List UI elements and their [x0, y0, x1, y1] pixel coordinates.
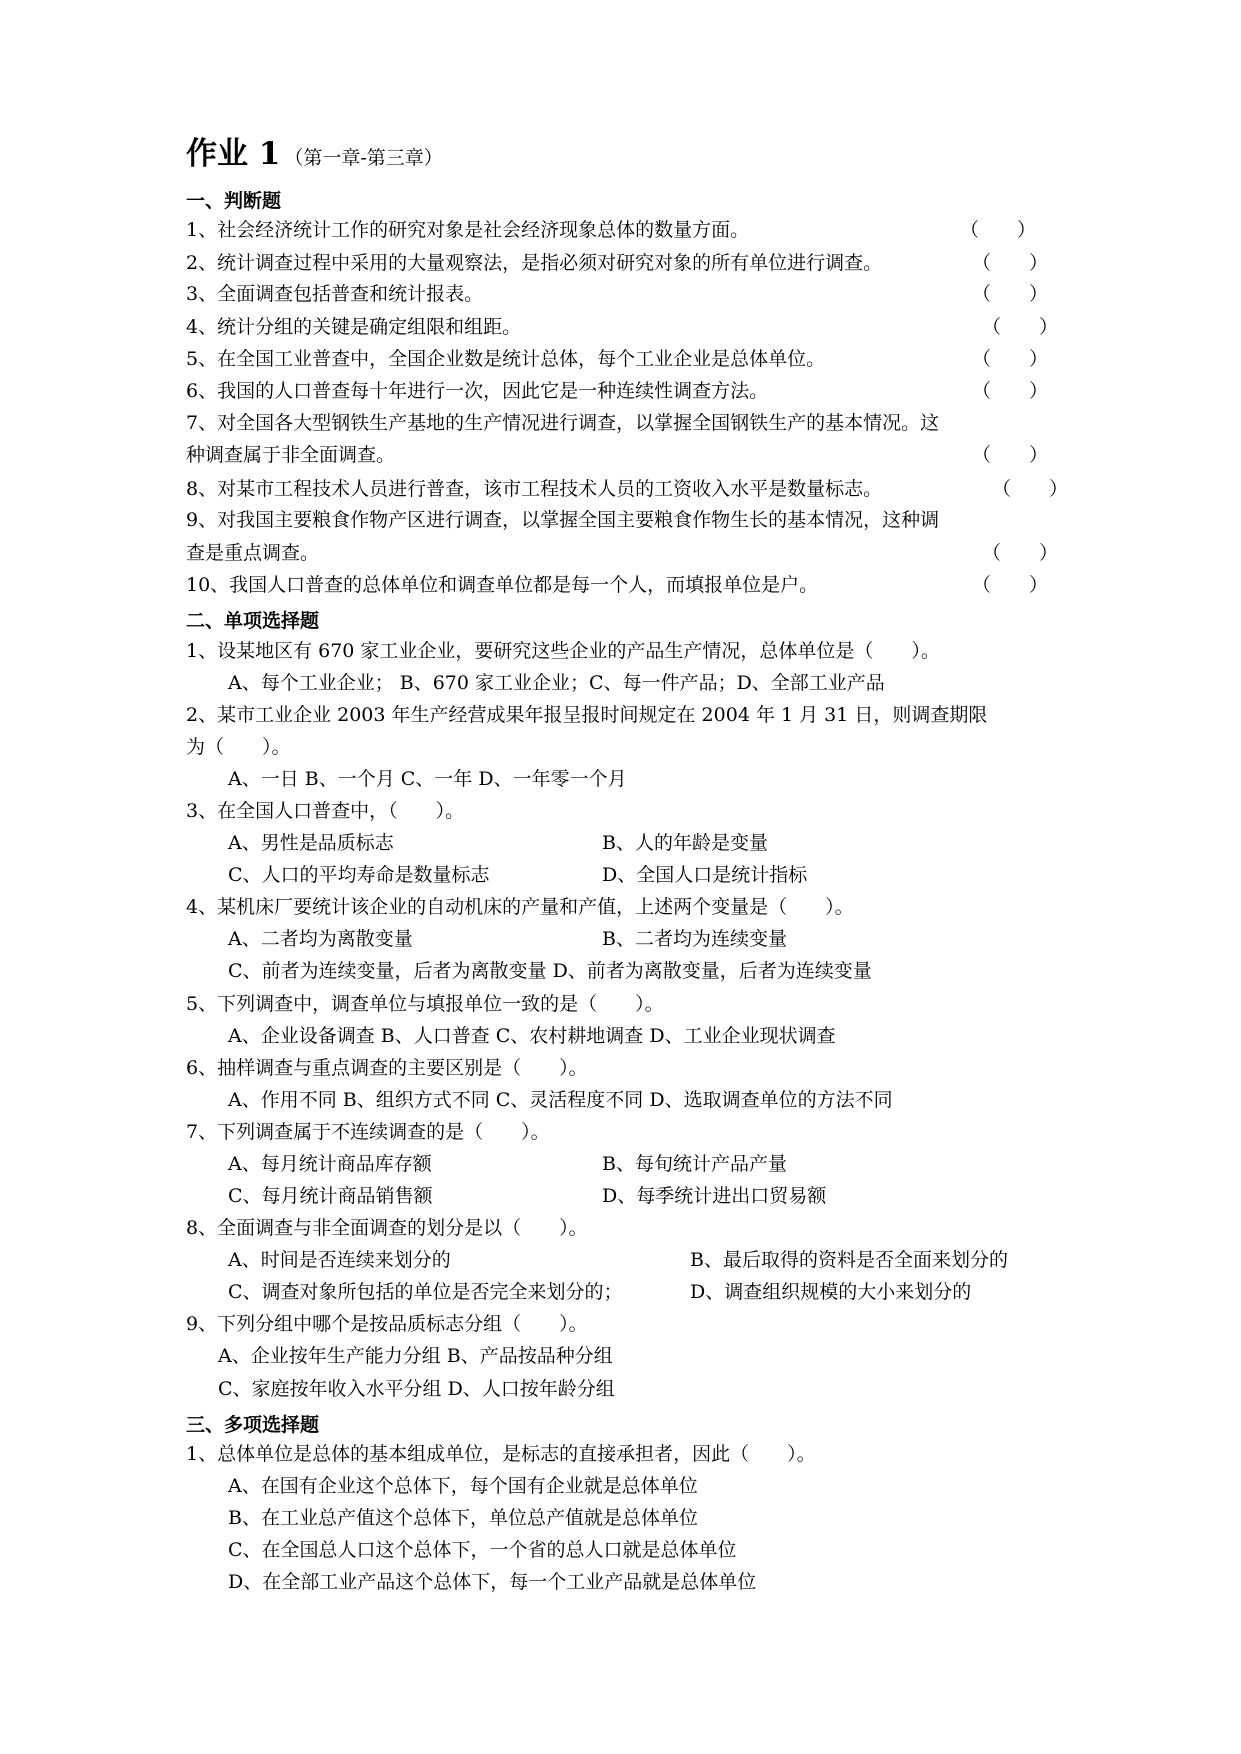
title-main: 作业 1: [186, 136, 281, 172]
single-choice-q4: 4、某机床厂要统计该企业的自动机床的产量和产值，上述两个变量是（ ）。: [186, 896, 854, 918]
q3-option-d: D、全国人口是统计指标: [602, 864, 808, 886]
judgment-item-6: 6、我国的人口普查每十年进行一次，因此它是一种连续性调查方法。: [186, 380, 769, 402]
answer-blank: （ ）: [972, 444, 1049, 466]
answer-blank: （ ）: [972, 283, 1049, 305]
judgment-item-7-cont: 种调查属于非全面调查。: [186, 444, 396, 466]
single-choice-q8: 8、全面调查与非全面调查的划分是以（ ）。: [186, 1217, 588, 1239]
section-heading-judgment: 一、判断题: [186, 190, 282, 212]
answer-blank: （ ）: [960, 219, 1037, 241]
title-sub: （第一章-第三章）: [284, 147, 443, 169]
answer-blank: （ ）: [972, 380, 1049, 402]
single-choice-q1: 1、设某地区有 670 家工业企业，要研究这些企业的产品生产情况，总体单位是（ ）。: [186, 640, 940, 662]
answer-blank: （ ）: [982, 542, 1059, 564]
answer-blank: （ ）: [972, 252, 1049, 274]
q6-options: A、作用不同 B、组织方式不同 C、灵活程度不同 D、选取调查单位的方法不同: [228, 1089, 893, 1111]
single-choice-q2-cont: 为（ ）。: [186, 736, 291, 758]
q7-option-a: A、每月统计商品库存额: [228, 1153, 432, 1175]
judgment-item-5: 5、在全国工业普查中，全国企业数是统计总体，每个工业企业是总体单位。: [186, 348, 826, 370]
q8-option-a: A、时间是否连续来划分的: [228, 1249, 451, 1271]
q9-options-cd: C、家庭按年收入水平分组 D、人口按年龄分组: [218, 1378, 615, 1400]
q5-options: A、企业设备调查 B、人口普查 C、农村耕地调查 D、工业企业现状调查: [228, 1025, 836, 1047]
section-heading-single-choice: 二、单项选择题: [186, 610, 320, 632]
multi-q1-option-b: B、在工业总产值这个总体下，单位总产值就是总体单位: [228, 1507, 698, 1529]
q8-option-d: D、调查组织规模的大小来划分的: [690, 1281, 972, 1303]
section-heading-multi-choice: 三、多项选择题: [186, 1414, 320, 1436]
answer-blank: （ ）: [992, 478, 1069, 500]
judgment-item-1: 1、社会经济统计工作的研究对象是社会经济现象总体的数量方面。: [186, 219, 750, 241]
single-choice-q3: 3、在全国人口普查中，（ ）。: [186, 800, 465, 822]
single-choice-q2: 2、某市工业企业 2003 年生产经营成果年报呈报时间规定在 2004 年 1 月 31 日，则调查期限: [186, 704, 988, 726]
multi-q1-option-c: C、在全国总人口这个总体下，一个省的总人口就是总体单位: [228, 1539, 737, 1561]
single-choice-q9: 9、下列分组中哪个是按品质标志分组（ ）。: [186, 1313, 588, 1335]
q4-option-a: A、二者均为离散变量: [228, 928, 413, 950]
q4-option-cd: C、前者为连续变量，后者为离散变量 D、前者为离散变量，后者为连续变量: [228, 960, 872, 982]
single-choice-q7: 7、下列调查属于不连续调查的是（ ）。: [186, 1121, 550, 1143]
q1-options: A、每个工业企业； B、670 家工业企业；C、每一件产品；D、全部工业产品: [228, 672, 885, 694]
q7-option-b: B、每旬统计产品产量: [602, 1153, 787, 1175]
multi-q1-option-a: A、在国有企业这个总体下，每个国有企业就是总体单位: [228, 1475, 698, 1497]
answer-blank: （ ）: [972, 348, 1049, 370]
judgment-item-10: 10、我国人口普查的总体单位和调查单位都是每一个人，而填报单位是户。: [186, 574, 819, 596]
judgment-item-2: 2、统计调查过程中采用的大量观察法，是指必须对研究对象的所有单位进行调查。: [186, 252, 883, 274]
judgment-item-3: 3、全面调查包括普查和统计报表。: [186, 283, 484, 305]
q4-option-b: B、二者均为连续变量: [602, 928, 787, 950]
single-choice-q5: 5、下列调查中，调查单位与填报单位一致的是（ ）。: [186, 993, 664, 1015]
q3-option-c: C、人口的平均寿命是数量标志: [228, 864, 490, 886]
q9-options-ab: A、企业按年生产能力分组 B、产品按品种分组: [218, 1345, 613, 1367]
q7-option-c: C、每月统计商品销售额: [228, 1185, 433, 1207]
multi-q1-option-d: D、在全部工业产品这个总体下，每一个工业产品就是总体单位: [228, 1571, 757, 1593]
q3-option-b: B、人的年龄是变量: [602, 832, 768, 854]
multi-choice-q1: 1、总体单位是总体的基本组成单位，是标志的直接承担者，因此（ ）。: [186, 1443, 816, 1465]
answer-blank: （ ）: [972, 574, 1049, 596]
judgment-item-9: 9、对我国主要粮食作物产区进行调查，以掌握全国主要粮食作物生长的基本情况，这种调: [186, 509, 940, 531]
q2-options: A、一日 B、一个月 C、一年 D、一年零一个月: [228, 768, 627, 790]
q7-option-d: D、每季统计进出口贸易额: [602, 1185, 827, 1207]
judgment-item-8: 8、对某市工程技术人员进行普查，该市工程技术人员的工资收入水平是数量标志。: [186, 478, 883, 500]
page-title: [186, 128, 443, 174]
judgment-item-9-cont: 查是重点调查。: [186, 542, 320, 564]
answer-blank: （ ）: [982, 316, 1059, 338]
single-choice-q6: 6、抽样调查与重点调查的主要区别是（ ）。: [186, 1057, 588, 1079]
q8-option-b: B、最后取得的资料是否全面来划分的: [690, 1249, 1008, 1271]
q8-option-c: C、调查对象所包括的单位是否完全来划分的；: [228, 1281, 623, 1303]
judgment-item-7: 7、对全国各大型钢铁生产基地的生产情况进行调查，以掌握全国钢铁生产的基本情况。这: [186, 412, 940, 434]
judgment-item-4: 4、统计分组的关键是确定组限和组距。: [186, 316, 522, 338]
q3-option-a: A、男性是品质标志: [228, 832, 394, 854]
